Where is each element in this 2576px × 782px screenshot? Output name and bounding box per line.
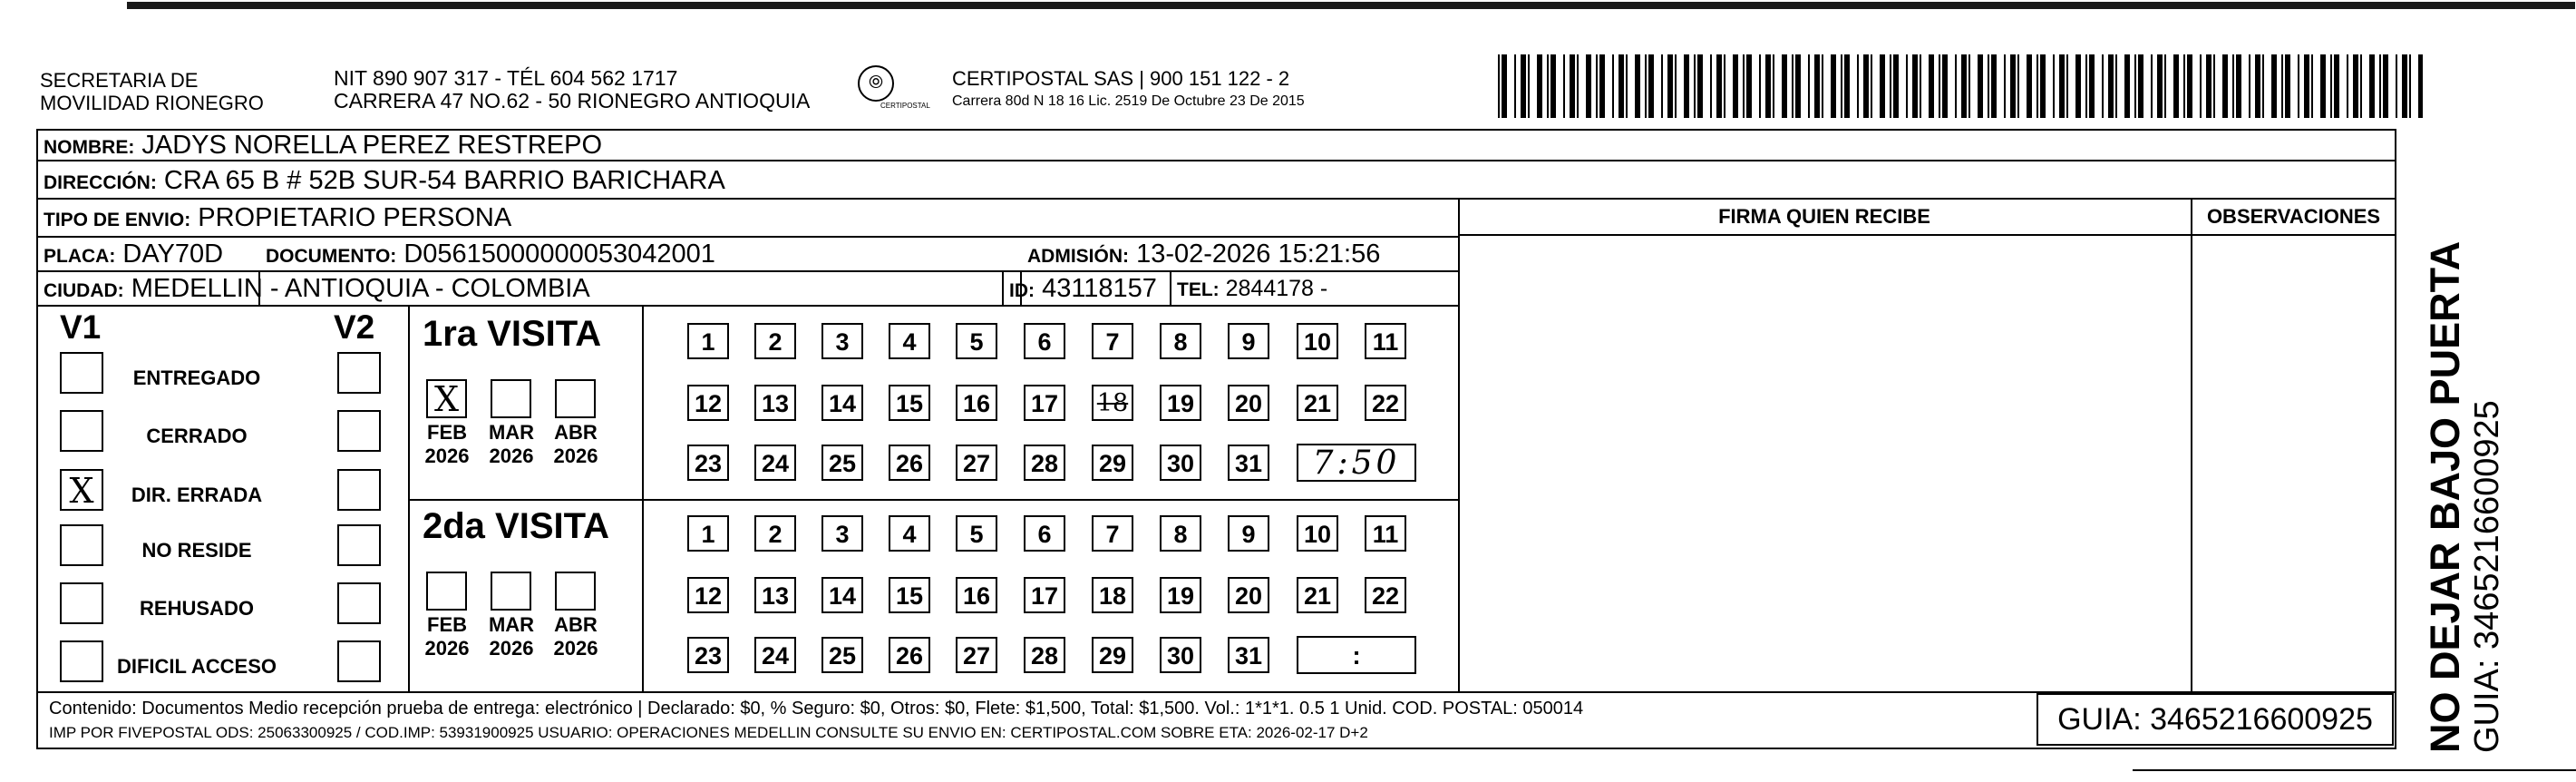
day-box[interactable]: 22: [1365, 385, 1406, 421]
v2-checkbox[interactable]: [337, 469, 381, 511]
tel-field: [1177, 274, 1327, 305]
day-box[interactable]: 3: [821, 515, 863, 552]
row-divider: [1458, 234, 2396, 236]
id-value: 43118157: [1042, 274, 1157, 303]
day-box[interactable]: 3: [821, 323, 863, 359]
certipostal-seal-icon: ⦾: [858, 65, 894, 102]
day-box[interactable]: 20: [1228, 385, 1269, 421]
v2-checkbox[interactable]: [337, 582, 381, 624]
day-box[interactable]: 6: [1024, 323, 1065, 359]
day-box[interactable]: 23: [687, 445, 729, 481]
day-box[interactable]: 14: [821, 577, 863, 613]
entity-line-1: SECRETARIA DE: [40, 69, 199, 92]
tipo-envio-field: [44, 203, 511, 235]
row-divider: [36, 198, 2396, 200]
tel-value: 2844178 -: [1225, 276, 1328, 301]
day-box[interactable]: 17: [1024, 385, 1065, 421]
entity-line-2: MOVILIDAD RIONEGRO: [40, 92, 264, 114]
tel-label: TEL:: [1177, 279, 1220, 300]
year-label: 2026: [489, 445, 534, 467]
year-label: 2026: [424, 637, 470, 660]
day-box[interactable]: 23: [687, 637, 729, 673]
day-box[interactable]: 30: [1160, 637, 1201, 673]
footer-line-1: Contenido: Documentos Medio recepción prueba de entrega: electrónico | Declarado: $0, % Seguro: $0, Otros: $0, Flete: $1,500, Total: $1,500. Vol.: 1*1*1. 0.5 1 Unid. COD. POSTAL: 050014: [49, 699, 1584, 718]
day-box[interactable]: 19: [1160, 577, 1201, 613]
day-box[interactable]: 19: [1160, 385, 1201, 421]
day-box[interactable]: 25: [821, 637, 863, 673]
day-box[interactable]: 4: [889, 323, 930, 359]
admision-label: ADMISIÓN:: [1027, 246, 1129, 267]
month-label: MAR: [488, 421, 535, 444]
nit-line: NIT 890 907 317 - TÉL 604 562 1717: [334, 66, 678, 90]
day-box[interactable]: 2: [754, 515, 796, 552]
firma-header: FIRMA QUIEN RECIBE: [1718, 205, 1930, 228]
col-divider: [642, 305, 644, 691]
day-box[interactable]: 12: [687, 577, 729, 613]
month-checkbox[interactable]: [491, 572, 531, 611]
day-box[interactable]: 27: [956, 637, 997, 673]
side-warning: NO DEJAR BAJO PUERTA: [2422, 240, 2468, 753]
day-box[interactable]: 15: [889, 385, 930, 421]
day-box[interactable]: 6: [1024, 515, 1065, 552]
year-label: 2026: [553, 637, 598, 660]
carrier-line-1: CERTIPOSTAL SAS | 900 151 122 - 2: [952, 67, 1290, 90]
day-box[interactable]: 7: [1092, 515, 1133, 552]
side-guia: GUIA: 3465216600925: [2468, 400, 2506, 753]
day-box[interactable]: 16: [956, 577, 997, 613]
observaciones-header: OBSERVACIONES: [2206, 205, 2381, 228]
day-box[interactable]: 5: [956, 323, 997, 359]
address-line: CARRERA 47 NO.62 - 50 RIONEGRO ANTIOQUIA: [334, 89, 811, 112]
day-box[interactable]: 9: [1228, 323, 1269, 359]
entity-contact-block: [334, 67, 810, 112]
top-rule: [127, 2, 2575, 9]
day-box[interactable]: 29: [1092, 637, 1133, 673]
day-box[interactable]: 21: [1297, 385, 1338, 421]
month-checkbox[interactable]: [555, 572, 596, 611]
direccion-field: [44, 166, 725, 198]
day-box[interactable]: 13: [754, 385, 796, 421]
ciudad-label: CIUDAD:: [44, 280, 124, 301]
day-box[interactable]: 15: [889, 577, 930, 613]
day-box[interactable]: 2: [754, 323, 796, 359]
day-box[interactable]: 29: [1092, 445, 1133, 481]
documento-label: DOCUMENTO:: [266, 246, 397, 267]
day-box[interactable]: 17: [1024, 577, 1065, 613]
day-box[interactable]: 31: [1228, 637, 1269, 673]
day-box[interactable]: 10: [1297, 323, 1338, 359]
day-box[interactable]: 14: [821, 385, 863, 421]
entity-block: [40, 69, 264, 114]
carrier-block: [952, 67, 1305, 112]
status-label: NO RESIDE: [141, 539, 252, 562]
day-box[interactable]: 21: [1297, 577, 1338, 613]
day-box[interactable]: 28: [1024, 445, 1065, 481]
status-label: ENTREGADO: [132, 367, 261, 389]
day-box[interactable]: 26: [889, 637, 930, 673]
placa-value: DAY70D: [122, 239, 224, 269]
day-box[interactable]: 9: [1228, 515, 1269, 552]
day-box[interactable]: 24: [754, 637, 796, 673]
day-box[interactable]: 11: [1365, 515, 1406, 552]
month-label: FEB: [427, 613, 467, 636]
day-box[interactable]: 28: [1024, 637, 1065, 673]
observaciones-field[interactable]: [2192, 238, 2395, 689]
day-box[interactable]: 8: [1160, 323, 1201, 359]
day-box[interactable]: 1: [687, 515, 729, 552]
ciudad-field: [44, 274, 590, 306]
v1-header: V1: [60, 308, 102, 346]
v2-checkbox[interactable]: [337, 410, 381, 452]
col-divider: [1170, 270, 1171, 305]
month-label: ABR: [554, 421, 598, 444]
placa-field: [44, 239, 223, 271]
row-divider: [36, 236, 1458, 238]
side-notice: [2423, 241, 2506, 753]
col-divider: [408, 305, 410, 691]
day-box[interactable]: 7: [1092, 323, 1133, 359]
direccion-value: CRA 65 B # 52B SUR-54 BARRIO BARICHARA: [163, 166, 725, 195]
day-box[interactable]: 12: [687, 385, 729, 421]
v2-checkbox[interactable]: [337, 640, 381, 682]
year-label: 2026: [553, 445, 598, 467]
time-box[interactable]: 7:50: [1297, 444, 1416, 482]
nombre-value: JADYS NORELLA PEREZ RESTREPO: [141, 131, 603, 160]
tipo-envio-label: TIPO DE ENVIO:: [44, 210, 191, 230]
year-label: 2026: [489, 637, 534, 660]
id-label: ID:: [1009, 280, 1035, 301]
admision-value: 13-02-2026 15:21:56: [1136, 239, 1381, 269]
day-box[interactable]: 27: [956, 445, 997, 481]
nombre-label: NOMBRE:: [44, 137, 135, 158]
ciudad-value: MEDELLIN - ANTIOQUIA - COLOMBIA: [131, 274, 590, 303]
documento-field: [266, 239, 715, 271]
guia-number: GUIA: 3465216600925: [2036, 693, 2394, 746]
visit-title: 1ra VISITA: [423, 314, 602, 354]
day-box[interactable]: 31: [1228, 445, 1269, 481]
day-box[interactable]: 11: [1365, 323, 1406, 359]
placa-label: PLACA:: [44, 246, 116, 267]
day-box[interactable]: 24: [754, 445, 796, 481]
day-box[interactable]: 20: [1228, 577, 1269, 613]
day-box[interactable]: 4: [889, 515, 930, 552]
day-box[interactable]: 8: [1160, 515, 1201, 552]
month-checkbox[interactable]: [426, 572, 467, 611]
admision-field: [1027, 239, 1380, 271]
bottom-edge-line: [2133, 769, 2576, 771]
day-box[interactable]: 16: [956, 385, 997, 421]
day-box[interactable]: 10: [1297, 515, 1338, 552]
month-label: ABR: [554, 613, 598, 636]
footer-line-2: IMP POR FIVEPOSTAL ODS: 25063300925 / COD.IMP: 53931900925 USUARIO: OPERACIONES MEDELLIN CONSULTE SU ENVIO EN: CERTIPOSTAL.COM SOBRE ETA: 2026-02-17 D+2: [49, 724, 1368, 741]
day-box[interactable]: 25: [821, 445, 863, 481]
month-label: MAR: [488, 613, 535, 636]
day-box[interactable]: 18: [1092, 577, 1133, 613]
day-box[interactable]: 5: [956, 515, 997, 552]
month-checkbox[interactable]: X: [426, 379, 467, 418]
tipo-envio-value: PROPIETARIO PERSONA: [198, 203, 512, 232]
v2-checkbox[interactable]: [337, 524, 381, 566]
barcode-icon: [1498, 54, 2423, 118]
carrier-line-2: Carrera 80d N 18 16 Lic. 2519 De Octubre 23 De 2015: [952, 93, 1305, 109]
direccion-label: DIRECCIÓN:: [44, 172, 157, 193]
v2-checkbox[interactable]: [337, 352, 381, 394]
status-label: DIR. ERRADA: [131, 484, 263, 506]
time-box[interactable]: :: [1297, 636, 1416, 674]
v2-header: V2: [334, 308, 375, 346]
firma-field[interactable]: [1460, 238, 2189, 689]
month-label: FEB: [427, 421, 467, 444]
status-label: DIFICIL ACCESO: [116, 655, 277, 678]
day-box-marked[interactable]: 18: [1092, 385, 1133, 421]
day-box[interactable]: 30: [1160, 445, 1201, 481]
status-label: REHUSADO: [140, 597, 254, 620]
month-checkbox[interactable]: [491, 379, 531, 418]
documento-value: D05615000000053042001: [403, 239, 715, 269]
visit-title: 2da VISITA: [423, 506, 609, 546]
seal-text: CERTIPOSTAL: [880, 102, 930, 110]
day-box[interactable]: 13: [754, 577, 796, 613]
month-checkbox[interactable]: [555, 379, 596, 418]
year-label: 2026: [424, 445, 470, 467]
v1-checkbox[interactable]: X: [60, 469, 103, 511]
id-field: [1009, 274, 1157, 306]
col-divider: [1002, 270, 1004, 305]
visit-divider: [408, 499, 1458, 501]
nombre-field: [44, 131, 602, 162]
day-box[interactable]: 22: [1365, 577, 1406, 613]
status-label: CERRADO: [146, 425, 248, 447]
day-box[interactable]: 1: [687, 323, 729, 359]
day-box[interactable]: 26: [889, 445, 930, 481]
